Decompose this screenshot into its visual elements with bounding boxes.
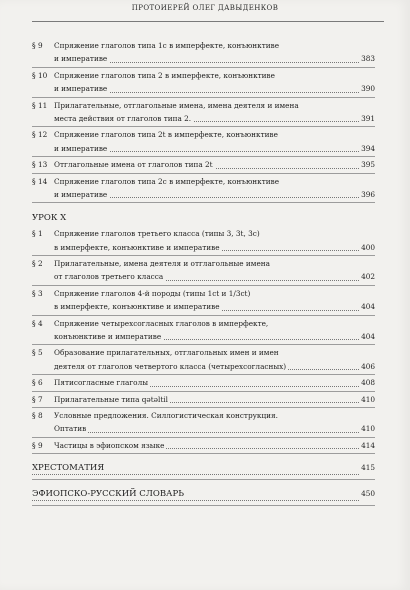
entry-title-line: Спряжение глаголов типа 1с в имперфекте, конъюнктиве (54, 41, 280, 50)
section-number: § 4 (32, 318, 43, 328)
entry-title-line: и императиве (54, 189, 108, 199)
section-number: § 5 (32, 348, 43, 358)
page-number: 410 (359, 422, 375, 435)
entry-title-line: Спряжение глаголов типа 2с в имперфекте, конъюнктиве (54, 176, 280, 186)
section-number: § 7 (32, 394, 43, 404)
entry-title-line: Прилагательные, отглагольные имена, имена деятеля и имена (54, 100, 299, 110)
section-number: § 10 (32, 70, 48, 80)
entry-title-line: от глаголов третьего класса (54, 272, 164, 282)
entry-divider (32, 437, 375, 438)
toc-appendix (32, 458, 375, 506)
lesson-title: УРОК X (32, 213, 67, 224)
entry-title-line: деятеля от глаголов четвертого класса (четырехсогласных) (54, 361, 287, 371)
entry-divider (32, 173, 375, 174)
entry-divider (32, 505, 375, 506)
section-number: § 1 (32, 229, 43, 239)
entry-title-line: и императиве (54, 54, 108, 64)
toc-entry[interactable] (32, 227, 375, 254)
dot-leader (32, 474, 375, 475)
toc-entry[interactable] (32, 99, 375, 126)
dot-leader (32, 500, 375, 501)
page-number: 450 (359, 484, 375, 504)
page-number: 391 (359, 112, 375, 125)
entry-divider (32, 126, 375, 127)
entry-divider (32, 479, 375, 480)
entry-divider (32, 255, 375, 256)
page-number: 390 (359, 82, 375, 95)
toc-entry[interactable] (32, 376, 375, 389)
toc-entry[interactable] (32, 287, 375, 314)
appendix-entry[interactable] (32, 484, 375, 504)
table-of-contents (32, 39, 375, 507)
toc-entry[interactable] (32, 257, 375, 284)
entry-title-line: Спряжение глаголов 4-й породы (типы 1ct и 1/3ct) (54, 288, 251, 298)
page-number: 400 (359, 241, 375, 254)
toc-entry[interactable] (32, 409, 375, 436)
section-number: § 9 (32, 41, 43, 50)
entry-divider (32, 67, 375, 68)
section-number: § 3 (32, 288, 43, 298)
entry-title-line: Пятисогласные глаголы (54, 378, 149, 388)
section-number: § 2 (32, 259, 43, 269)
toc-entry[interactable] (32, 128, 375, 155)
section-number: § 6 (32, 378, 43, 388)
section-number: § 8 (32, 410, 43, 420)
section-number: § 13 (32, 160, 48, 170)
toc-entry[interactable] (32, 393, 375, 406)
toc-section-b (32, 227, 375, 454)
appendix-title: ЭФИОПСКО-РУССКИЙ СЛОВАРЬ (32, 489, 184, 500)
entry-title-line: Спряжение четырехсогласных глаголов в имперфекте, (54, 318, 269, 328)
toc-entry[interactable] (32, 317, 375, 344)
toc-entry[interactable] (32, 69, 375, 96)
entry-title-line: в имперфекте, конъюнктиве и императиве (54, 302, 220, 312)
running-header: ПРОТОИЕРЕЙ ОЛЕГ ДАВЫДЕНКОВ (131, 4, 279, 12)
entry-title-line: Спряжение глаголов типа 2t в имперфекте, конъюнктиве (54, 130, 278, 140)
page-number: 396 (359, 188, 375, 201)
entry-title-line: места действия от глаголов типа 2. (54, 113, 192, 123)
section-number: § 11 (32, 100, 48, 110)
entry-divider (32, 453, 375, 454)
entry-title-line: Отглагольные имена от глаголов типа 2t (54, 160, 213, 170)
entry-title-line: и императиве (54, 143, 108, 153)
entry-divider (32, 407, 375, 408)
toc-entry[interactable] (32, 39, 375, 66)
toc-entry[interactable] (32, 439, 375, 452)
page-number: 402 (359, 270, 375, 283)
section-number: § 14 (32, 176, 48, 186)
entry-title-line: Оптатив (54, 424, 87, 434)
entry-divider (32, 156, 375, 157)
page-number: 404 (359, 330, 375, 343)
entry-divider (32, 285, 375, 286)
page-number: 414 (359, 439, 375, 452)
page-number: 406 (359, 360, 375, 373)
entry-divider (32, 391, 375, 392)
entry-title-line: Условные предложения. Силлогистическая конструкция. (54, 410, 278, 420)
page-number: 395 (359, 158, 375, 171)
appendix-title: ХРЕСТОМАТИЯ (32, 463, 105, 474)
page-number: 415 (359, 458, 375, 478)
entry-divider (32, 97, 375, 98)
entry-divider (32, 374, 375, 375)
entry-title-line: Частицы в эфиопском языке (54, 440, 165, 450)
page-number: 410 (359, 393, 375, 406)
entry-title-line: Образование прилагательных, отглагольных имен и имен (54, 348, 279, 358)
entry-divider (32, 344, 375, 345)
section-number: § 9 (32, 440, 43, 450)
entry-title-line: в имперфекте, конъюнктиве и императиве (54, 242, 220, 252)
entry-title-line: Спряжение глаголов третьего класса (типы 3, 3t, 3с) (54, 229, 260, 239)
header-rule (32, 21, 384, 22)
page-number: 404 (359, 300, 375, 313)
entry-title-line: Прилагательные, имена деятеля и отглагольные имена (54, 259, 270, 269)
entry-title-line: Спряжение глаголов типа 2 в имперфекте, конъюнктиве (54, 70, 275, 80)
entry-title-line: конъюнктиве и императиве (54, 332, 162, 342)
appendix-entry[interactable] (32, 458, 375, 478)
dot-leader (54, 432, 375, 433)
entry-title-line: и императиве (54, 84, 108, 94)
page-number: 408 (359, 376, 375, 389)
page-number: 383 (359, 52, 375, 65)
page-number: 394 (359, 142, 375, 155)
toc-entry[interactable] (32, 158, 375, 171)
toc-entry[interactable] (32, 346, 375, 373)
section-number: § 12 (32, 130, 48, 140)
toc-entry[interactable] (32, 175, 375, 202)
entry-title-line: Прилагательные типа qətəltil (54, 394, 168, 404)
entry-divider (32, 315, 375, 316)
toc-section-a (32, 39, 375, 203)
entry-divider (32, 202, 375, 203)
